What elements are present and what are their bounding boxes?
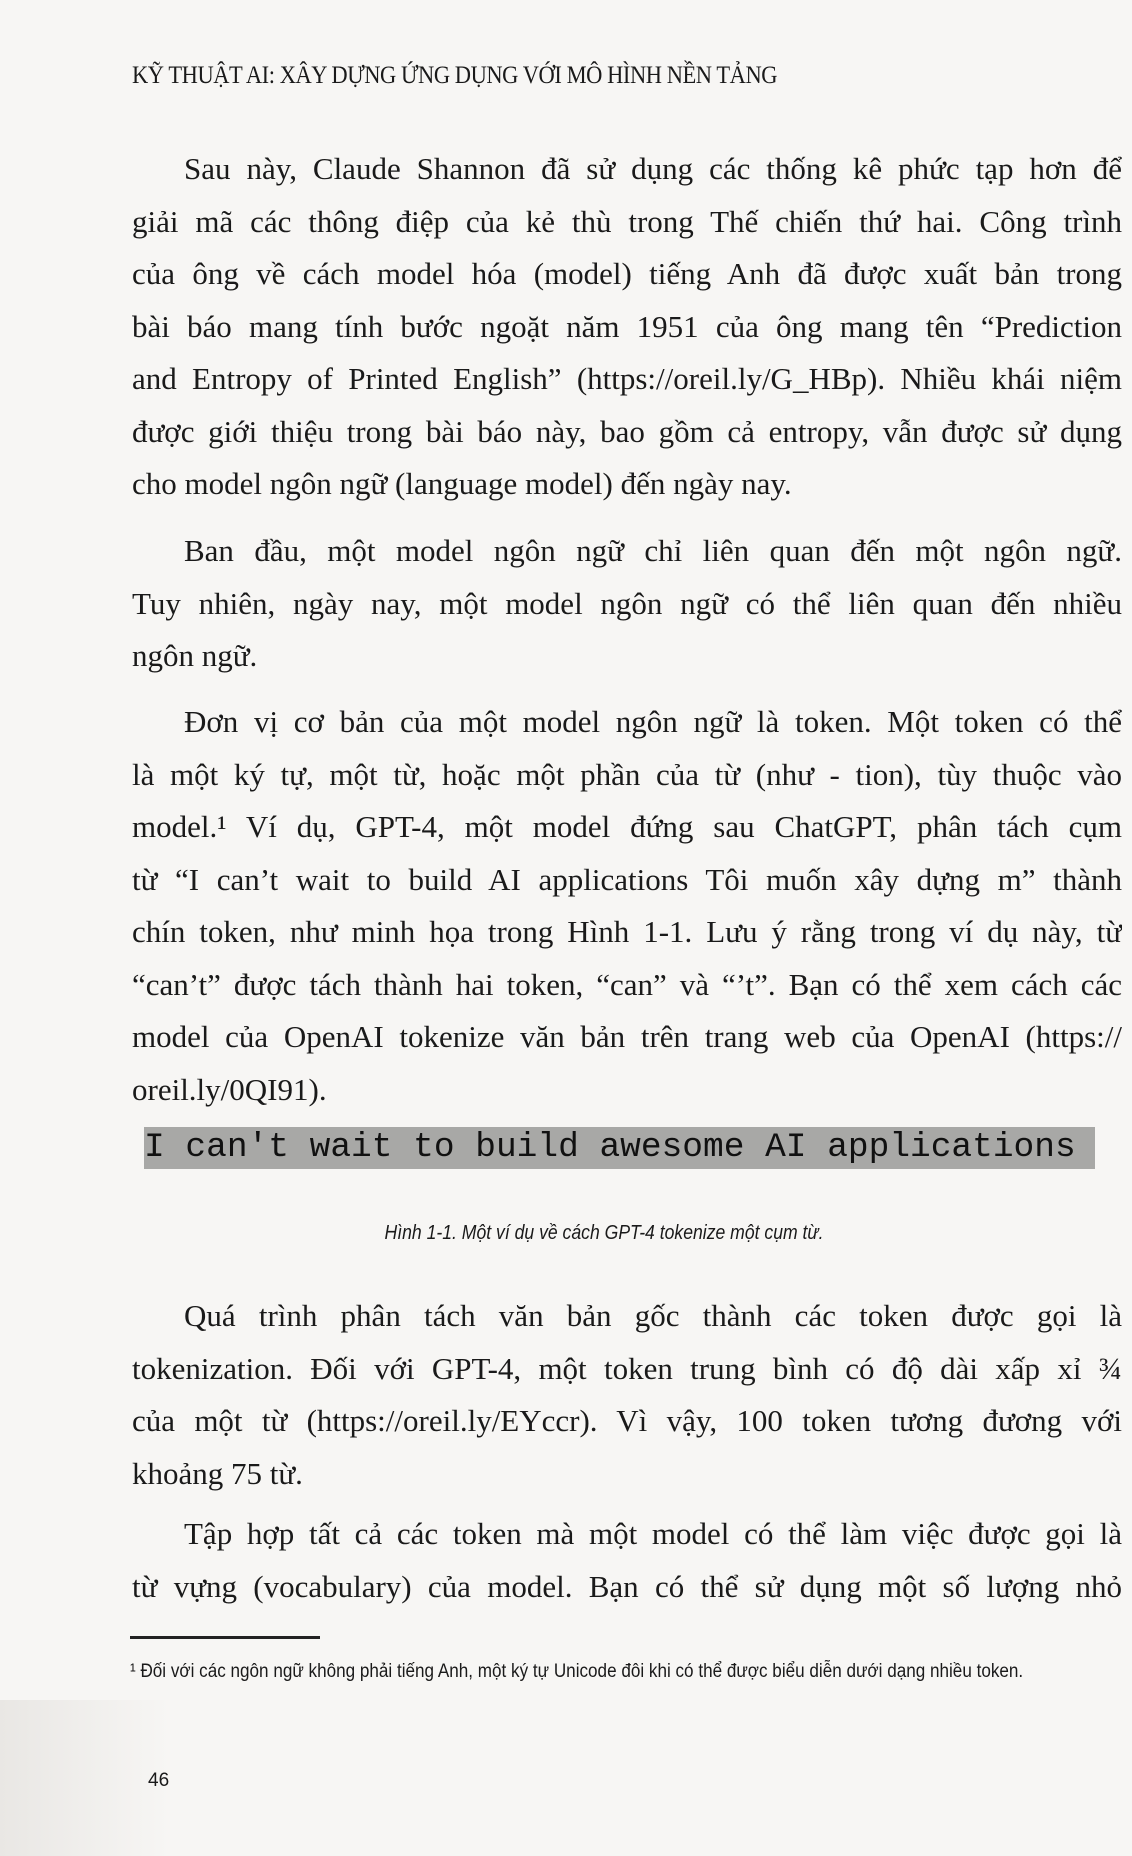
page-shadow [0,1700,170,1856]
text-line: model của OpenAI tokenize văn bản trên trang web của OpenAI (https:// [132,1019,1122,1054]
text-line: khoảng 75 từ. [132,1455,303,1491]
text-line: của ông về cách model hóa (model) tiếng Anh đã được xuất bản trong [132,256,1122,291]
text-line: Ban đầu, một model ngôn ngữ chỉ liên quan đến một ngôn ngữ. [184,533,1122,568]
text-line: từ vựng (vocabulary) của model. Bạn có thể sử dụng một số lượng nhỏ [132,1568,1122,1604]
text-line: là một ký tự, một từ, hoặc một phần của từ (như - tion), tùy thuộc vào [132,756,1122,792]
footnote: ¹ Đối với các ngôn ngữ không phải tiếng Anh, một ký tự Unicode đôi khi có thể được biểu diễn dưới dạng nhiều token. [130,1661,1024,1682]
page-number: 46 [148,1770,170,1791]
paragraph-4 [132,1290,1122,1500]
text-line: chín token, như minh họa trong Hình 1-1. Lưu ý rằng trong ví dụ này, từ [132,914,1122,949]
text-line: Quá trình phân tách văn bản gốc thành các token được gọi là [184,1298,1122,1333]
text-line: Sau này, Claude Shannon đã sử dụng các thống kê phức tạp hơn để [184,151,1122,186]
paragraph-3 [132,696,1122,1116]
figure-tokenized-text: I can't wait to build awesome AI applications [144,1127,1095,1169]
figure-caption: Hình 1-1. Một ví dụ về cách GPT-4 tokenize một cụm từ. [384,1222,824,1244]
text-line: được giới thiệu trong bài báo này, bao gồm cả entropy, vẫn được sử dụng [132,413,1122,449]
paragraph-1 [132,143,1122,511]
text-line: Tuy nhiên, ngày nay, một model ngôn ngữ có thể liên quan đến nhiều [132,585,1122,621]
paragraph-5 [132,1508,1122,1613]
footnote-rule [130,1636,320,1639]
text-line: “can’t” được tách thành hai token, “can” và “’t”. Bạn có thể xem cách các [132,966,1122,1002]
text-line: của một từ (https://oreil.ly/EYccr). Vì vậy, 100 token tương đương với [132,1403,1122,1438]
text-line: and Entropy of Printed English” (https://oreil.ly/G_HBp). Nhiều khái niệm [132,361,1122,396]
text-line: giải mã các thông điệp của kẻ thù trong Thế chiến thứ hai. Công trình [132,203,1122,239]
text-line: cho model ngôn ngữ (language model) đến ngày nay. [132,466,792,501]
text-line: bài báo mang tính bước ngoặt năm 1951 của ông mang tên “Prediction [132,308,1122,344]
running-header: KỸ THUẬT AI: XÂY DỰNG ỨNG DỤNG VỚI MÔ HÌNH NỀN TẢNG [132,62,778,89]
text-line: oreil.ly/0QI91). [132,1071,327,1107]
text-line: ngôn ngữ. [132,638,258,673]
text-line: model.¹ Ví dụ, GPT-4, một model đứng sau ChatGPT, phân tách cụm [132,809,1122,844]
paragraph-2 [132,525,1122,683]
text-line: từ “I can’t wait to build AI applications Tôi muốn xây dựng m” thành [132,861,1122,897]
text-line: tokenization. Đối với GPT-4, một token trung bình có độ dài xấp xỉ ¾ [132,1350,1122,1386]
text-line: Đơn vị cơ bản của một model ngôn ngữ là token. Một token có thể [184,704,1122,739]
text-line: Tập hợp tất cả các token mà một model có thể làm việc được gọi là [184,1516,1122,1551]
